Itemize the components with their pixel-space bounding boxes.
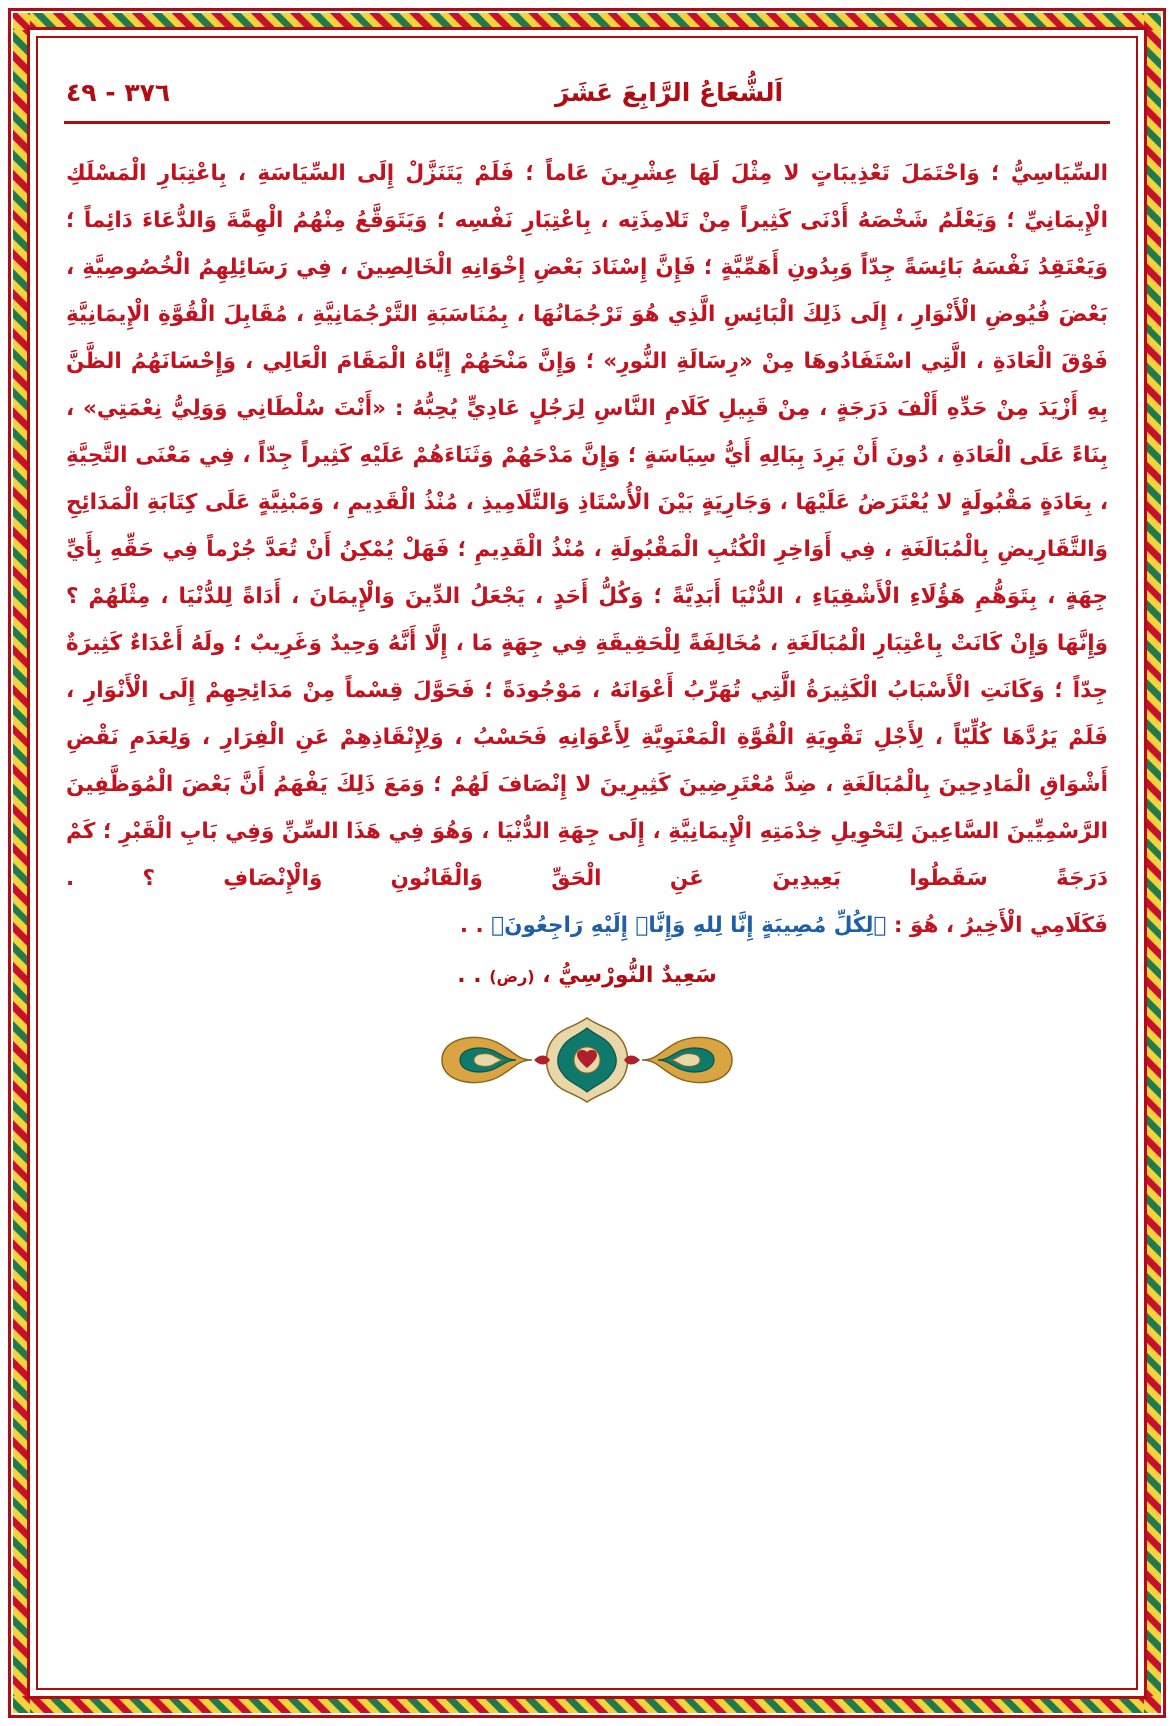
closing-line-suffix: . . bbox=[459, 913, 492, 938]
page-title: اَلشُّعَاعُ الرَّابِعَ عَشَرَ bbox=[555, 78, 784, 107]
page-content bbox=[52, 56, 1122, 1670]
quran-verse: ﴿لِكُلِّ مُصِيبَةٍ إِنَّا لِلهِ وَإِنَّاۤ إِلَيْهِ رَاجِعُونَ﴾ bbox=[491, 913, 887, 938]
floral-divider-ornament bbox=[422, 1014, 752, 1106]
page-number: ٣٧٦ - ٤٩ bbox=[66, 78, 171, 107]
header-divider-rule bbox=[64, 121, 1110, 124]
body-paragraph: السِّيَاسِيُّ ؛ وَاحْتَمَلَ تَعْذِيبَاتٍ لا مِثْلَ لَهَا عِشْرِينَ عَاماً ؛ فَلَمْ يَتَنَزَّلْ إِلَى السِّيَاسَةِ ، بِاعْتِبَارِ الْمَسْلَكِ الْإِيمَانِيِّ ؛ وَيَعْلَمُ شَخْصَهُ أَدْنَى كَثِيراً مِنْ تَلامِذَتِه ، بِاعْتِبَارِ نَفْسِه ؛ وَيَتَوَقَّعُ مِنْهُمُ الْهِمَّةَ وَالدُّعَاءَ دَائِماً ؛ وَيَعْتَقِدُ نَفْسَهُ بَائِسَةً جِدّاً وَبِدُونِ أَهَمِّيَّةٍ ؛ فَإِنَّ إِسْنَادَ بَعْضِ إِخْوَانِهِ الْخَالِصِينَ ، فِي رَسَائِلِهِمُ الْخُصُوصِيَّةِ ، بَعْضَ فُيُوضِ الْأَنْوَارِ ، إِلَى ذَلِكَ الْبَائِسِ الَّذِي هُوَ تَرْجُمَانُهَا ، بِمُنَاسَبَةِ التَّرْجُمَانِيَّةِ ، مُقَابِلَ الْقُوَّةِ الْإِيمَانِيَّةِ فَوْقَ الْعَادَةِ ، الَّتِي اسْتَفَادُوهَا مِنْ «رِسَالَةِ النُّورِ» ؛ وَإِنَّ مَنْحَهُمْ إِيَّاهُ الْمَقَامَ الْعَالِي ، وَإِحْسَانَهُمُ الظَّنَّ بِهِ أَزْيَدَ مِنْ حَدِّهِ أَلْفَ دَرَجَةٍ ، مِنْ قَبِيلِ كَلَامِ النَّاسِ لِرَجُلٍ عَادِيٍّ يُحِبُّهُ : «أَنْتَ سُلْطَانِي وَوَلِيُّ نِعْمَتِي» ، بِنَاءً عَلَى الْعَادَةِ ، دُونَ أَنْ يَرِدَ بِبَالِهِ أَيُّ سِيَاسَةٍ ؛ وَإِنَّ مَدْحَهُمْ وَثَنَاءَهُمْ عَلَيْهِ كَثِيراً جِدّاً ، فِي مَعْنَى التَّحِيَّةِ ، بِعَادَةٍ مَقْبُولَةٍ لا يُعْتَرَضُ عَلَيْهَا ، وَجَارِيَةٍ بَيْنَ الْأُسْتَاذِ وَالتَّلَامِيذِ ، مُنْذُ الْقَدِيمِ ، وَمَبْنِيَّةٍ عَلَى كِتَابَةِ الْمَدَائِحِ وَالتَّقَارِيضِ بِالْمُبَالَغَةِ ، فِي أَوَاخِرِ الْكُتُبِ الْمَقْبُولَةِ ، مُنْذُ الْقَدِيمِ ؛ فَهَلْ يُمْكِنُ أَنْ تُعَدَّ جُرْماً فِي حَقِّهِ بِأَيِّ جِهَةٍ ، بِتَوَهُّمِ هَؤُلَاءِ الْأَشْقِيَاءِ ، الدُّنْيَا أَبَدِيَّةً ؛ وَكُلُّ أَحَدٍ ، يَجْعَلُ الدِّينَ وَالْإِيمَانَ ، أَدَاةً لِلدُّنْيَا ، مِثْلَهُمْ ؟ وَإِنَّهَا وَإِنْ كَانَتْ بِاعْتِبَارِ الْمُبَالَغَةِ ، مُخَالِفَةً لِلْحَقِيقَةِ فِي جِهَةٍ مَا ، إِلَّا أَنَّهُ وَحِيدٌ وَغَرِيبٌ ؛ ولَهُ أَعْدَاءٌ كَثِيرَةٌ جِدّاً ؛ وَكَانَتِ الْأَسْبَابُ الْكَثِيرَةُ الَّتِي تُهَرِّبُ أَعْوَانَهُ ، مَوْجُودَةً ؛ فَحَوَّلَ قِسْماً مِنْ مَدَائِحِهِمْ إِلَى الْأَنْوَارِ ، فَلَمْ يَرُدَّهَا كُلِّيّاً ، لِأَجْلِ تَقْوِيَةِ الْقُوَّةِ الْمَعْنَوِيَّةِ لِأَعْوَانِهِ فَحَسْبُ ، وَلِإِنْقَاذِهِمْ عَنِ الْفِرَارِ ، وَلِعَدَمِ نَقْضِ أَشْوَاقِ الْمَادِحِينَ بِالْمُبَالَغَةِ ، ضِدَّ مُعْتَرِضِينَ كَثِيرِينَ لا إِنْصَافَ لَهُمْ ؛ وَمَعَ ذَلِكَ يَفْهَمُ أَنَّ بَعْضَ الْمُوَظَّفِينَ الرَّسْمِيِّينَ السَّاعِينَ لِتَحْوِيلِ خِدْمَتِهِ الْإِيمَانِيَّةِ ، إِلَى جِهَةِ الدُّنْيَا ، وَهُوَ فِي هَذَا السِّنِّ وَفِي بَابِ الْقَبْرِ ؛ كَمْ دَرَجَةً سَقَطُوا بَعِيدِينَ عَنِ الْحَقِّ وَالْقَانُونِ وَالْإِنْصَافِ ؟ . bbox=[66, 161, 1108, 891]
page-header bbox=[52, 56, 1122, 107]
signature-dots: . . bbox=[457, 963, 490, 988]
author-signature bbox=[66, 963, 1108, 988]
closing-line-prefix: فَكَلَامِي الْأَخِيرُ ، هُوَ : bbox=[886, 913, 1108, 938]
author-name: سَعِيدٌ النُّورْسِيُّ ، bbox=[534, 963, 717, 988]
body-text bbox=[66, 150, 1108, 949]
honorific-seal-icon: (رض) bbox=[489, 967, 535, 986]
closing-line bbox=[66, 902, 1108, 949]
